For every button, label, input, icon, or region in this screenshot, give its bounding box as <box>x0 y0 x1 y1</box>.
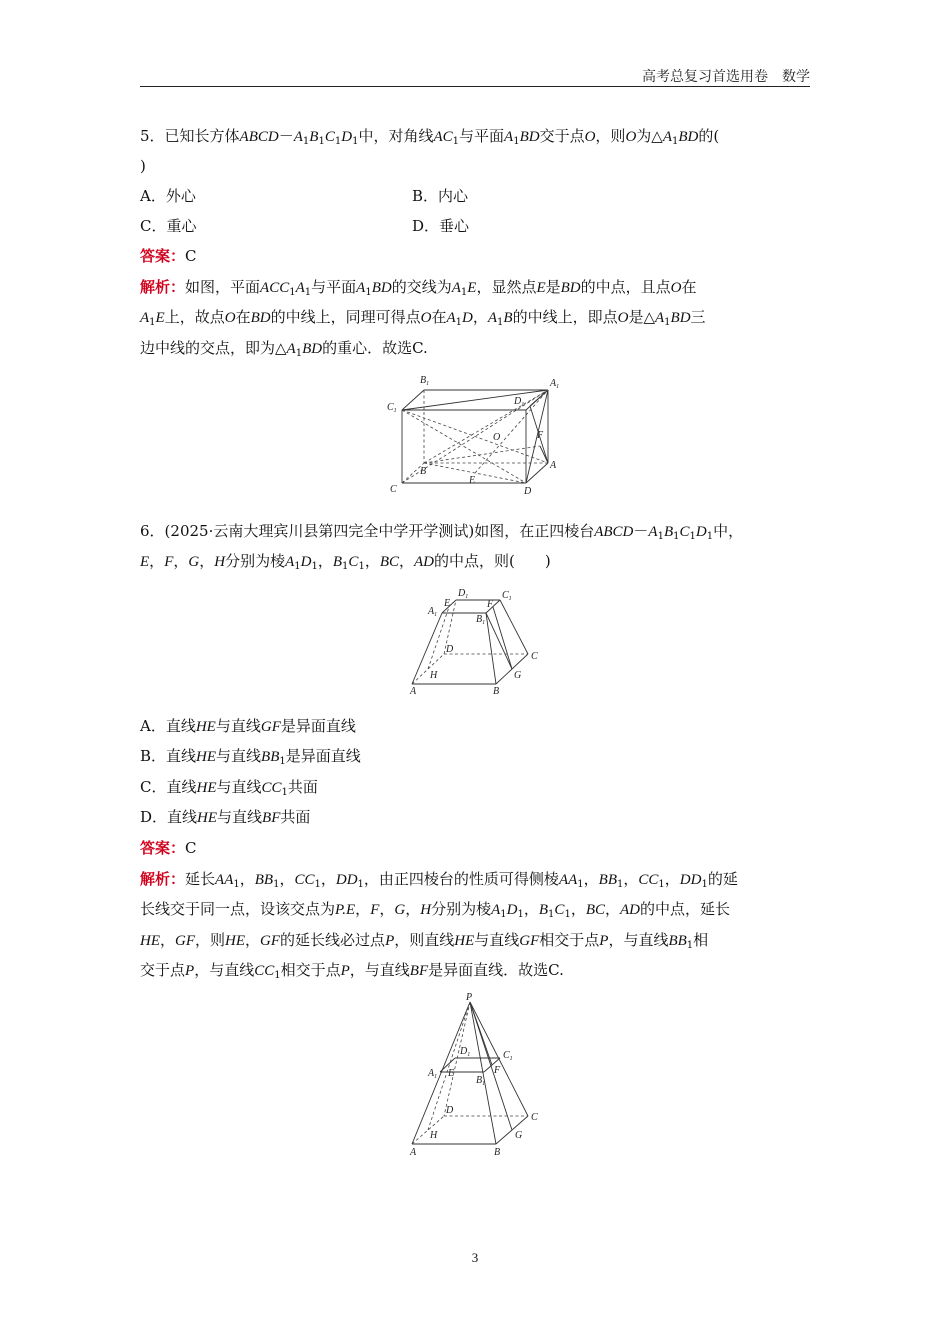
label-A1: $A_1$ <box>428 606 438 618</box>
q6-option-b: B．直线HE与直线$BB_1$是异面直线 <box>140 747 361 767</box>
label-P: P <box>466 992 473 1003</box>
label-D: D <box>446 644 454 655</box>
q5-analysis-line2: $A_1E$上，故点O在BD的中线上，同理可得点O在$A_1D$，$A_1B$的中线上，即点O是$\triangle A_1BD$三 <box>140 308 706 328</box>
label-B: B <box>494 1147 501 1158</box>
label-C1: $C_1$ <box>503 1050 513 1062</box>
label-C1: $C_1$ <box>387 402 397 414</box>
label-O: O <box>493 432 501 443</box>
q6-pyramid-figure <box>400 990 560 1162</box>
label-D: D <box>446 1105 454 1116</box>
label-E: E <box>469 475 476 486</box>
q5-stem-line2: ) <box>140 157 146 175</box>
q6-option-a: A．直线HE与直线GF是异面直线 <box>140 717 356 735</box>
label-E: E <box>444 598 451 609</box>
q5-options-row1 <box>140 185 820 207</box>
label-G: G <box>515 1130 523 1141</box>
q5-analysis-line1: 解析：如图，平面$ACC_1A_1$与平面$A_1BD$的交线为$A_1E$，显然点E是BD的中点，且点O在 <box>140 278 697 298</box>
header-title: 高考总复习首选用卷 数学 <box>642 69 810 85</box>
label-B: B <box>493 686 500 697</box>
q5-option-b: B．内心 <box>412 187 469 205</box>
label-D1: $D_1$ <box>460 1046 471 1058</box>
label-B: B <box>420 466 427 477</box>
q6-analysis-line3: HE，GF，则HE，GF的延长线必过点P，则直线HE与直线GF相交于点P，与直线$BB_1$相 <box>140 931 709 951</box>
page-number: 3 <box>471 1250 479 1265</box>
label-B1: $B_1$ <box>476 614 486 626</box>
q5-option-a: A．外心 <box>140 187 196 205</box>
label-E: E <box>448 1068 455 1079</box>
label-H: H <box>430 1130 438 1141</box>
label-B1: $B_1$ <box>476 1075 486 1087</box>
q6-analysis-line4: 交于点P，与直线$CC_1$相交于点P，与直线BF是异面直线．故选C. <box>140 961 564 981</box>
q6-frustum-figure <box>400 582 560 702</box>
q6-stem-line1: 6．(2025·云南大理宾川县第四完全中学开学测试)如图，在正四棱台$ABCD-A_1B_1C_1D_1$中， <box>140 522 744 542</box>
q6-option-c: C．直线HE与直线$CC_1$共面 <box>140 778 318 798</box>
q6-option-d: D．直线HE与直线BF共面 <box>140 808 311 826</box>
label-C: C <box>531 1112 538 1123</box>
label-F: F <box>494 1065 501 1076</box>
label-H: H <box>430 670 438 681</box>
label-A: A <box>410 686 417 697</box>
q6-stem-line2: E，F，G，H分别为棱$A_1D_1$，$B_1C_1$，BC，AD的中点，则( ) <box>140 552 551 572</box>
label-F: F <box>487 599 494 610</box>
label-D: D <box>524 486 532 497</box>
label-B1: $B_1$ <box>420 375 430 387</box>
label-A: A <box>410 1147 417 1158</box>
q6-analysis-line2: 长线交于同一点，设该交点为P.E，F，G，H分别为棱$A_1D_1$，$B_1C_1$，BC，AD的中点，延长 <box>140 900 731 920</box>
analysis-label: 解析： <box>140 870 186 888</box>
q5-stem-line1: 5．已知长方体$ABCD-A_1B_1C_1D_1$中，对角线$AC_1$与平面$A_1BD$交于点O，则O为$\triangle A_1BD$的( <box>140 127 720 147</box>
q6-analysis-line1: 解析：延长$AA_1$，$BB_1$，$CC_1$，$DD_1$，由正四棱台的性质可得侧棱$AA_1$，$BB_1$，$CC_1$，$DD_1$的延 <box>140 870 738 890</box>
label-F: F <box>537 430 544 441</box>
label-C: C <box>531 651 538 662</box>
header-rule <box>140 86 810 87</box>
q5-cuboid-figure <box>380 368 570 500</box>
answer-label: 答案： <box>140 839 186 857</box>
q6-answer: 答案：C <box>140 839 197 857</box>
answer-label: 答案： <box>140 247 186 265</box>
q5-analysis-line3: 边中线的交点，即为$\triangle A_1BD$的重心．故选C. <box>140 339 428 359</box>
label-D1: $D_1$ <box>514 396 525 408</box>
label-C: C <box>390 484 397 495</box>
label-C1: $C_1$ <box>502 590 512 602</box>
analysis-label: 解析： <box>140 278 186 296</box>
q5-option-c: C．重心 <box>140 217 197 235</box>
label-G: G <box>514 670 522 681</box>
q5-answer: 答案：C <box>140 247 197 265</box>
label-A: A <box>550 460 557 471</box>
label-D1: $D_1$ <box>458 588 469 600</box>
label-A1: $A_1$ <box>550 378 560 390</box>
q5-options-row2 <box>140 215 820 237</box>
q5-option-d: D．垂心 <box>412 217 470 235</box>
label-A1: $A_1$ <box>428 1068 438 1080</box>
